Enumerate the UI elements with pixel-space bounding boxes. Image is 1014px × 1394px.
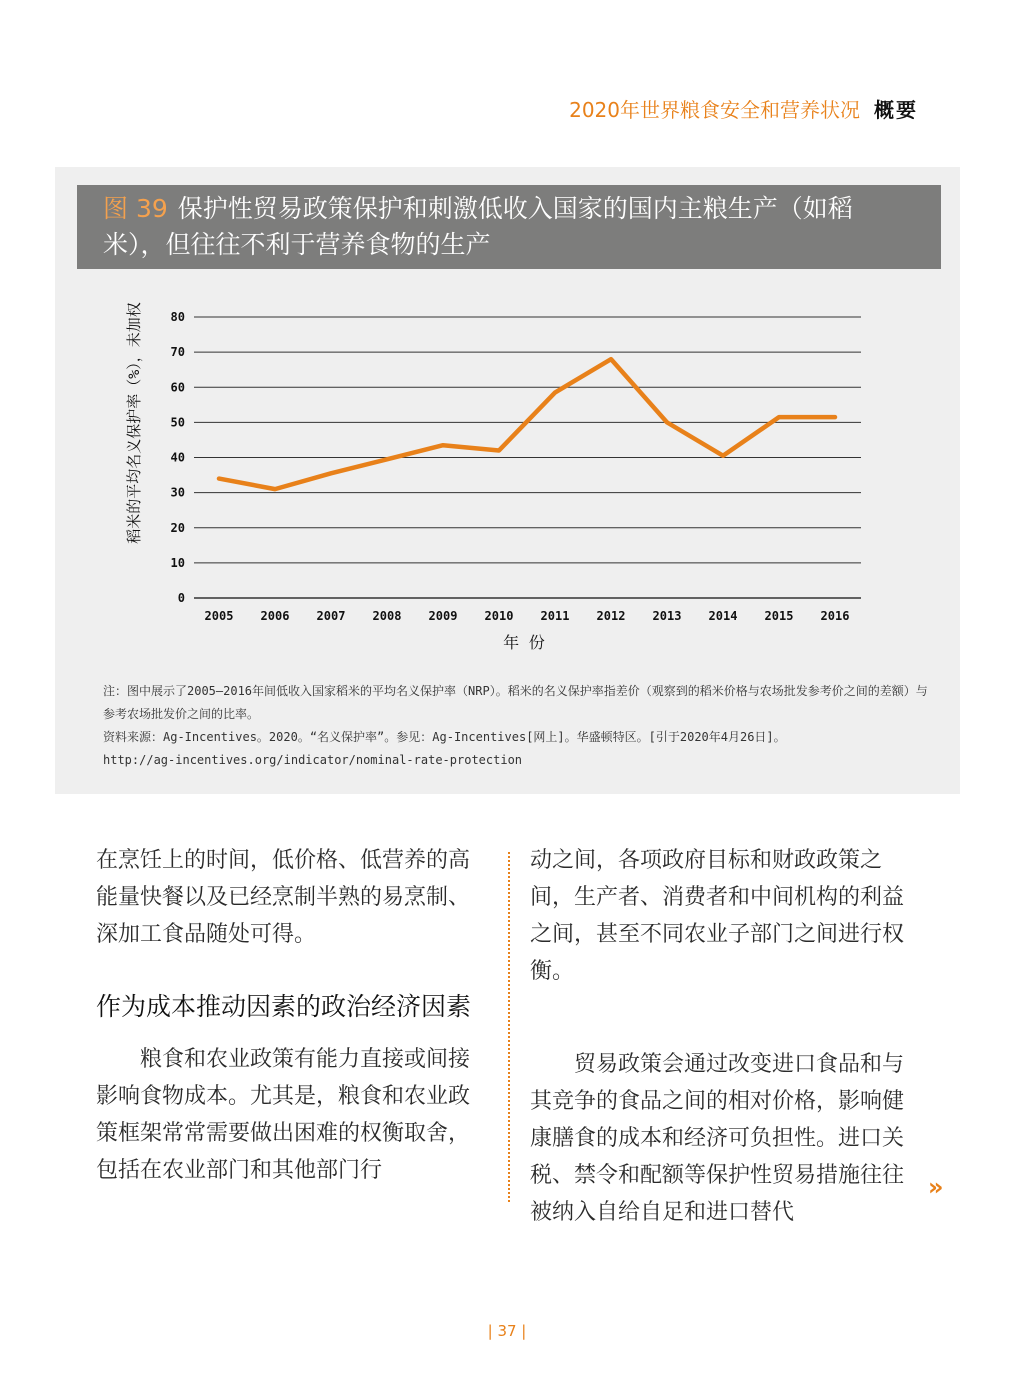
x-tick-2011: 2011 [540, 609, 570, 623]
report-title: 2020年世界粮食安全和营养状况 [569, 98, 860, 122]
x-tick-2008: 2008 [372, 609, 402, 623]
y-tick-0: 0 [177, 591, 185, 605]
figure-title-line2: 米），但往往不利于营养食物的生产 [103, 230, 491, 259]
x-tick-2005: 2005 [204, 609, 234, 623]
x-tick-2013: 2013 [652, 609, 682, 623]
page-number: | 37 | [487, 1322, 527, 1340]
y-tick-60: 60 [170, 380, 185, 395]
y-tick-40: 40 [170, 450, 185, 465]
x-tick-2016: 2016 [820, 609, 850, 623]
y-tick-20: 20 [170, 520, 185, 535]
rice-nrp-line-chart [55, 167, 960, 667]
grid-lines [194, 317, 861, 598]
series-line [219, 359, 835, 489]
section-label: 概要 [874, 98, 918, 122]
column-divider [508, 852, 510, 1202]
right-paragraph-1: 动之间，各项政府目标和财政政策之间，生产者、消费者和中间机构的利益之间，甚至不同农业子部门之间进行权衡。 [530, 848, 905, 984]
y-tick-labels [171, 310, 185, 605]
x-tick-2009: 2009 [428, 609, 458, 623]
left-paragraph-1: 在烹饪上的时间，低价格、低营养的高能量快餐以及已经烹制半熟的易烹制、深加工食品随处可得。 [96, 848, 471, 947]
y-tick-80: 80 [170, 310, 185, 324]
left-column [96, 842, 488, 1189]
figure-source: 资料来源：Ag-Incentives。2020。“名义保护率”。参见：Ag-Incentives[网上]。华盛顿特区。[引于2020年4月26日]。 [103, 730, 786, 744]
right-paragraph-2: 贸易政策会通过改变进口食品和与其竞争的食品之间的相对价格，影响健康膳食的成本和经济可负担性。进口关税、禁令和配额等保护性贸易措施往往被纳入自给自足和进口替代 [530, 1052, 905, 1225]
x-tick-2010: 2010 [484, 609, 514, 623]
left-paragraph-2: 粮食和农业政策有能力直接或间接影响食物成本。尤其是，粮食和农业政策框架常常需要做出困难的权衡取舍，包括在农业部门和其他部门行 [96, 1047, 471, 1183]
figure-note: 注：图中展示了2005–2016年间低收入国家稻米的平均名义保护率（NRP）。稻米的名义保护率指差价（观察到的稻米价格与农场批发参考价之间的差额）与参考农场批发价之间的比率。 [103, 684, 928, 721]
continue-arrow-icon: » [928, 1173, 944, 1201]
x-tick-2014: 2014 [708, 609, 738, 623]
y-tick-10: 10 [170, 555, 185, 570]
figure-source-url[interactable]: http://ag-incentives.org/indicator/nominal-rate-protection [103, 753, 523, 767]
right-column [530, 842, 922, 1231]
x-tick-2006: 2006 [260, 609, 290, 623]
y-tick-50: 50 [170, 415, 185, 430]
x-tick-2015: 2015 [764, 609, 794, 623]
figure-panel [55, 167, 960, 794]
y-tick-70: 70 [170, 345, 185, 360]
x-tick-2007: 2007 [316, 609, 346, 623]
y-axis-title: 稻米的平均名义保护率（%），未加权 [125, 302, 143, 544]
section-heading: 作为成本推动因素的政治经济因素 [96, 992, 472, 1021]
figure-notes [103, 680, 933, 772]
x-tick-2012: 2012 [596, 609, 626, 623]
y-tick-30: 30 [170, 485, 185, 500]
figure-title-line1: 保护性贸易政策保护和刺激低收入国家的国内主粮生产（如稻 [177, 194, 853, 223]
x-axis-title: 年 份 [503, 633, 545, 652]
x-tick-labels [205, 609, 850, 623]
figure-number: 图 39 [103, 194, 168, 223]
running-header [569, 94, 918, 123]
